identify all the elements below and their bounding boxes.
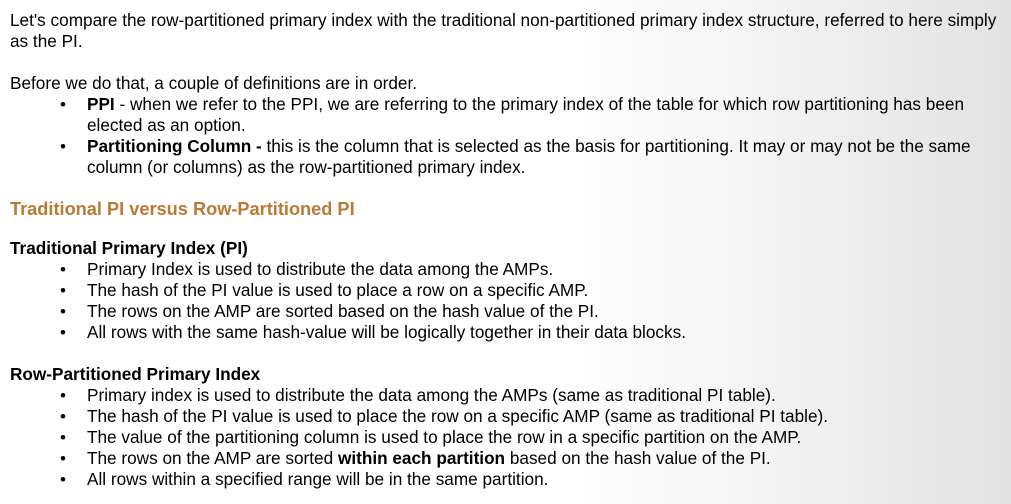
bullet-icon: • <box>60 302 66 321</box>
list-item <box>60 385 1001 406</box>
list-item <box>60 301 1001 322</box>
bullet-icon: • <box>60 470 66 489</box>
list-item-text-after: based on the hash value of the PI. <box>505 448 771 468</box>
bullet-icon: • <box>60 95 66 114</box>
bullet-icon: • <box>60 386 66 405</box>
bullet-icon: • <box>60 449 66 468</box>
bullet-icon: • <box>60 260 66 279</box>
list-item-text: Primary Index is used to distribute the data among the AMPs. <box>87 259 554 279</box>
list-item <box>60 322 1001 343</box>
row-partitioned-pi-list <box>10 385 1001 490</box>
traditional-pi-heading: Traditional Primary Index (PI) <box>10 238 248 258</box>
definition-partitioning-column <box>60 136 1001 178</box>
row-partitioned-pi-heading: Row-Partitioned Primary Index <box>10 364 261 384</box>
definition-term: Partitioning Column - <box>87 136 262 156</box>
traditional-pi-list <box>10 259 1001 343</box>
list-item <box>60 427 1001 448</box>
list-item-text: Primary index is used to distribute the data among the AMPs (same as traditional PI table). <box>87 385 776 405</box>
list-item-text: The value of the partitioning column is used to place the row in a specific partition on the AMP. <box>87 427 802 447</box>
section-heading: Traditional PI versus Row-Partitioned PI <box>10 199 355 219</box>
list-item <box>60 280 1001 301</box>
intro-paragraph: Let's compare the row-partitioned primary index with the traditional non-partitioned primary index structure, referred to here simply as the PI. <box>10 10 997 51</box>
list-item-text: The rows on the AMP are sorted based on the hash value of the PI. <box>87 301 599 321</box>
definition-term: PPI <box>87 94 115 114</box>
list-item-text: All rows with the same hash-value will be logically together in their data blocks. <box>87 322 686 342</box>
list-item <box>60 259 1001 280</box>
list-item <box>60 448 1001 469</box>
bullet-icon: • <box>60 323 66 342</box>
definition-separator: - <box>114 94 130 114</box>
list-item-emphasis: within each partition <box>337 448 506 468</box>
definition-ppi <box>60 94 1001 136</box>
definition-text: this is the column that is selected as the basis for partitioning. It may or may not be the same column (or columns) as the row-partitioned primary index. <box>87 136 971 177</box>
definition-text: when we refer to the PPI, we are referring to the primary index of the table for which row partitioning has been elected as an option. <box>87 94 965 135</box>
list-item-text: The hash of the PI value is used to place a row on a specific AMP. <box>87 280 589 300</box>
list-item <box>60 469 1001 490</box>
bullet-icon: • <box>60 428 66 447</box>
bullet-icon: • <box>60 281 66 300</box>
list-item-text: The hash of the PI value is used to place the row on a specific AMP (same as traditional PI table). <box>87 406 829 426</box>
list-item-text: All rows within a specified range will be in the same partition. <box>87 469 549 489</box>
intro-lead-in: Before we do that, a couple of definitions are in order. <box>10 73 418 93</box>
definitions-list <box>10 94 1001 178</box>
list-item <box>60 406 1001 427</box>
bullet-icon: • <box>60 407 66 426</box>
list-item-text-before: The rows on the AMP are sorted <box>87 448 338 468</box>
bullet-icon: • <box>60 137 66 156</box>
